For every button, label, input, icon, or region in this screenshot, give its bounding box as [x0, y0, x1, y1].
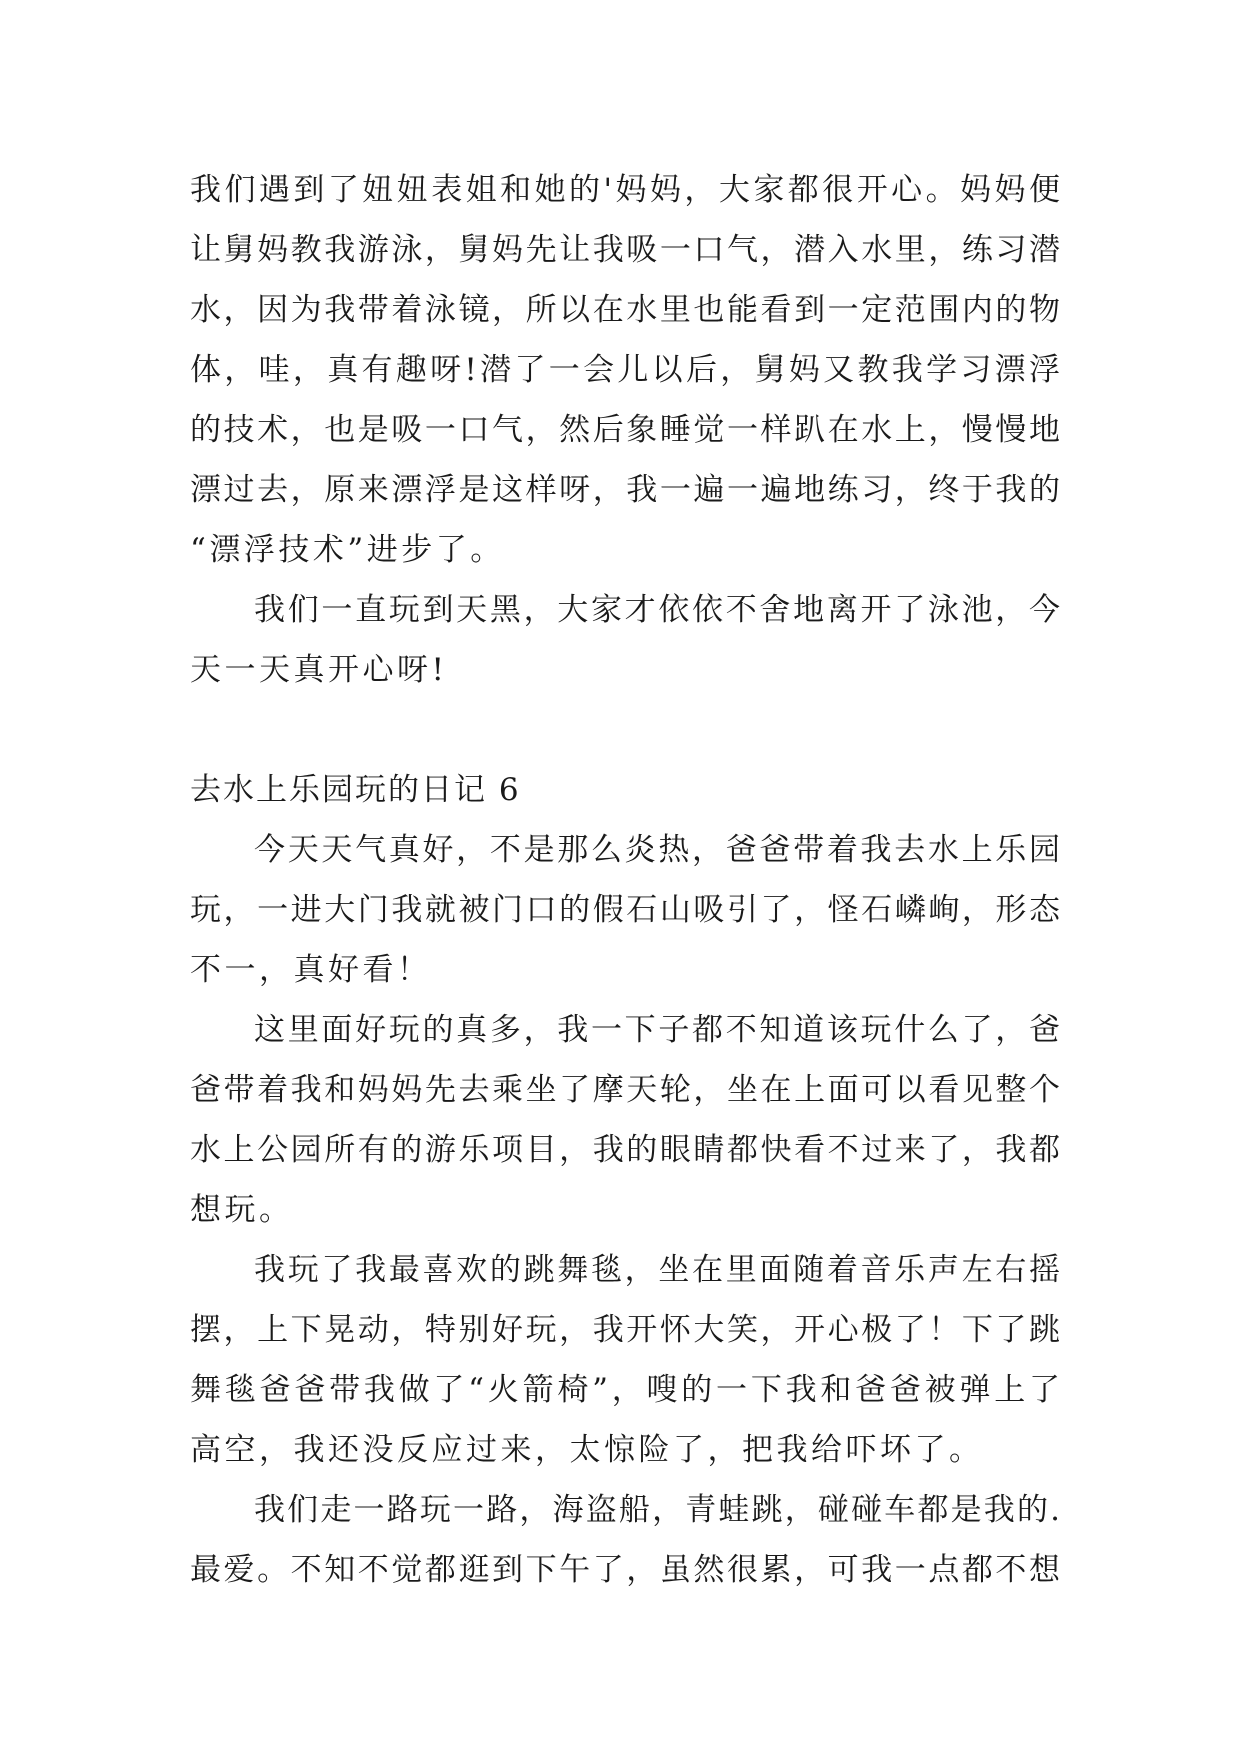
text-line: 爸带着我和妈妈先去乘坐了摩天轮，坐在上面可以看见整个 [190, 1072, 1060, 1108]
text-line: 不一，真好看！ [190, 952, 432, 988]
text-line: 让舅妈教我游泳，舅妈先让我吸一口气，潜入水里，练习潜 [190, 232, 1060, 268]
text-line: 体，哇，真有趣呀!潜了一会儿以后，舅妈又教我学习漂浮 [190, 352, 1060, 388]
paragraph-3 [190, 820, 1060, 1000]
text-line: 水，因为我带着泳镜，所以在水里也能看到一定范围内的物 [190, 292, 1060, 328]
text-line: 玩，一进大门我就被门口的假石山吸引了，怪石嶙峋，形态 [190, 892, 1060, 928]
text-line: 漂过去，原来漂浮是这样呀，我一遍一遍地练习，终于我的 [190, 472, 1060, 508]
text-line: 我玩了我最喜欢的跳舞毯，坐在里面随着音乐声左右摇 [254, 1252, 1060, 1288]
paragraph-6 [190, 1480, 1060, 1600]
paragraph-1 [190, 160, 1060, 580]
text-line: 想玩。 [190, 1192, 294, 1228]
text-line: “漂浮技术”进步了。 [190, 532, 505, 568]
text-line: 舞毯爸爸带我做了“火箭椅”，嗖的一下我和爸爸被弹上了 [190, 1372, 1060, 1408]
text-line: 的技术，也是吸一口气，然后象睡觉一样趴在水上，慢慢地 [190, 412, 1060, 448]
text-line: 高空，我还没反应过来，太惊险了，把我给吓坏了。 [190, 1432, 984, 1468]
text-line: 最爱。不知不觉都逛到下午了，虽然很累，可我一点都不想 [190, 1552, 1060, 1588]
text-line: 天一天真开心呀! [190, 652, 448, 688]
text-line: 摆，上下晃动，特别好玩，我开怀大笑，开心极了！下了跳 [190, 1312, 1060, 1348]
text-line: 这里面好玩的真多，我一下子都不知道该玩什么了，爸 [254, 1012, 1060, 1048]
text-line: 我们遇到了妞妞表姐和她的'妈妈，大家都很开心。妈妈便 [190, 172, 1060, 208]
section-heading: 去水上乐园玩的日记 6 [190, 772, 521, 808]
text-line: 水上公园所有的游乐项目，我的眼睛都快看不过来了，我都 [190, 1132, 1060, 1168]
text-line: 我们走一路玩一路，海盗船，青蛙跳，碰碰车都是我的. [254, 1492, 1060, 1528]
document-page [190, 160, 1060, 1600]
paragraph-5 [190, 1240, 1060, 1480]
paragraph-2 [190, 580, 1060, 700]
section-gap [190, 700, 1060, 760]
paragraph-4 [190, 1000, 1060, 1240]
text-line: 今天天气真好，不是那么炎热，爸爸带着我去水上乐园 [254, 832, 1060, 868]
text-line: 我们一直玩到天黑，大家才依依不舍地离开了泳池，今 [254, 592, 1060, 628]
